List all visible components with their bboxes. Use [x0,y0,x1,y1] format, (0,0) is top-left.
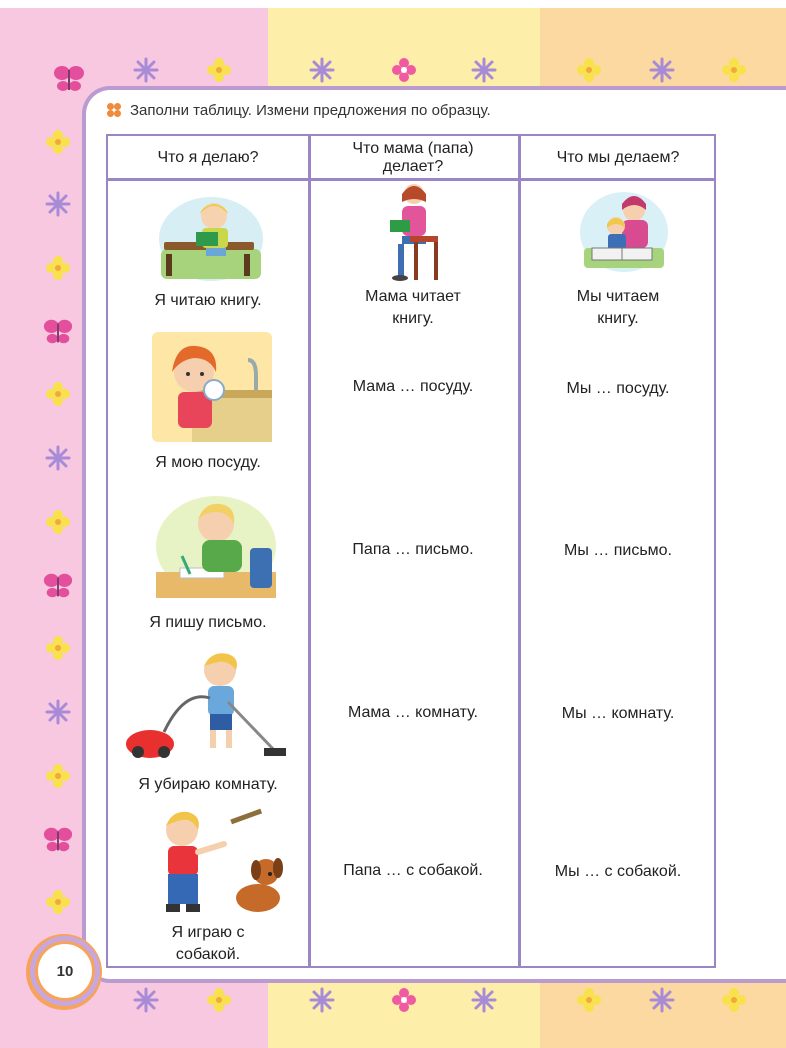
row3-col2-text: Папа … письмо. [352,541,474,558]
background-top-strip [0,0,786,8]
butterfly-icon [42,316,74,348]
star-flower-icon [648,56,676,84]
row3-col3-text: Мы … письмо. [564,542,672,559]
row2-col2-text: Мама … посуду. [352,378,474,395]
flower-icon [205,56,233,84]
column-divider [308,136,311,966]
child-writing-illustration [154,494,278,600]
row5-col3-text: Мы … с собакой. [554,863,682,880]
flower-icon [390,986,418,1014]
butterfly-icon [52,62,86,96]
star-flower-icon [308,56,336,84]
exercise-table [106,134,716,968]
page-number: 10 [38,944,92,998]
mother-reading-illustration [380,180,446,284]
child-playing-with-dog-illustration [148,808,288,924]
flower-icon [44,888,72,916]
flower-icon [44,762,72,790]
task-instruction [106,99,491,121]
row1-col3-text: Мы читаем книгу. [576,288,660,327]
instruction-text: Заполни таблицу. Измени предложения по образцу. [130,101,491,119]
flower-icon [720,56,748,84]
row1-col1-text: Я читаю книгу. [154,292,262,309]
star-flower-icon [308,986,336,1014]
star-flower-icon [132,986,160,1014]
flower-icon [205,986,233,1014]
star-flower-icon [44,444,72,472]
row1-col2-text: Мама читает книгу. [365,288,461,327]
flower-icon [44,634,72,662]
flower-icon [575,986,603,1014]
flower-icon [44,508,72,536]
flower-icon [44,254,72,282]
star-flower-icon [648,986,676,1014]
child-washing-dishes-illustration [152,332,272,442]
star-flower-icon [470,986,498,1014]
row2-col1-text: Я мою посуду. [155,454,261,471]
bullet-cross-icon [106,102,122,118]
star-flower-icon [44,190,72,218]
row4-col2-text: Мама … комнату. [347,704,478,721]
header-what-mom-dad-does: Что мама (папа) делает? [352,140,474,175]
family-reading-illustration [578,190,670,276]
child-vacuuming-illustration [124,650,288,762]
butterfly-icon [42,824,74,856]
flower-icon [575,56,603,84]
row5-col2-text: Папа … с собакой. [343,862,483,879]
row3-col1-text: Я пишу письмо. [149,614,267,631]
butterfly-icon [42,570,74,602]
header-what-i-do: Что я делаю? [157,149,259,166]
flower-icon [390,56,418,84]
star-flower-icon [470,56,498,84]
row5-col1-text: Я играю с собакой. [171,924,245,963]
flower-icon [720,986,748,1014]
row4-col1-text: Я убираю комнату. [138,776,278,793]
row4-col3-text: Мы … комнату. [561,705,675,722]
header-what-we-do: Что мы делаем? [556,149,680,166]
child-reading-illustration [156,194,266,284]
star-flower-icon [44,698,72,726]
row2-col3-text: Мы … посуду. [566,380,670,397]
flower-icon [44,128,72,156]
star-flower-icon [132,56,160,84]
flower-icon [44,380,72,408]
